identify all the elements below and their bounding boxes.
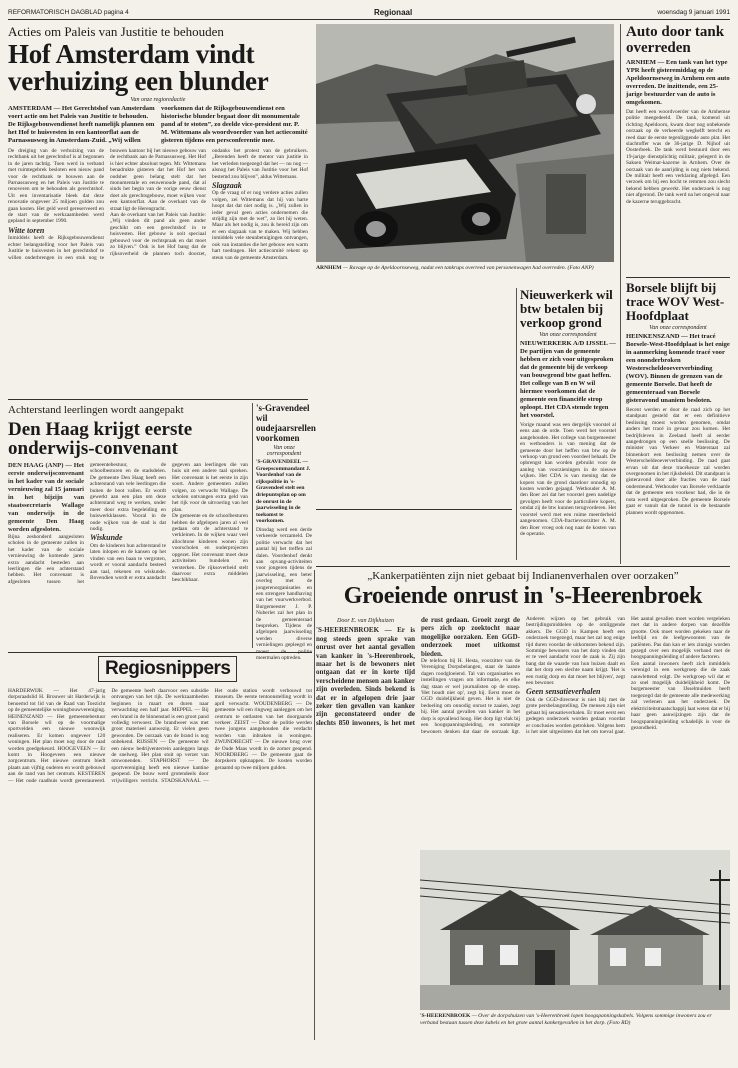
denhaag-lead: DEN HAAG (ANP) — Het eerste onderwijsconvenant in het kader van de sociale vernieuwing zal 15 januari in het bijzijn van staatssecretaris Wallage van onderwijs in de gemeente Den Haag worden afgesloten. xyxy=(8,462,84,533)
arnhem-photo xyxy=(316,24,614,262)
hof-lead: AMSTERDAM — Het Gerechtshof van Amsterdam voert actie om het Paleis van Justitie te behouden. De Rijksgebouwendienst heeft namelijk plannen om het Hof te huisvesten in een kantoorflat aan de Parnassusweg in Amsterdam-Zuid. „Wij willen voorkomen dat de Rijksgebouwendienst een historische blunder begaat door dit monumentale pand af te stoten”, zo deelde vice-president mr. P. M. Wittemans als woordvoerder van het actiecomité gisteren tijdens een persconferentie mee. xyxy=(8,105,308,144)
heerenbroek-headline: Groeiende onrust in 's-Heerenbroek xyxy=(343,583,703,609)
hof-article xyxy=(8,24,308,396)
heerenbroek-body-paragraph: Ook de GGD-directeur is niet blij met de grote persbelangstelling. De mensen zijn niet gebaat bij sensatieverhalen. Er moet eerst een gedegen onderzoek worden gedaan voordat er conclusies worden getrokken. Volgens hem is het niet uitgesloten dat het om toeval gaat. Het aantal gevallen moet worden vergeleken met dat in andere dorpen van dezelfde grootte. Ook moet worden gekeken naar de leeftijd en de leefgewoonten van de patiënten. Pas dan kan er iets zinnigs worden gezegd over een mogelijk verband met de hoogspanningsleiding of andere factoren. xyxy=(526,616,730,735)
heerenbroek-subhead: Geen sensatieverhalen xyxy=(526,687,601,697)
denhaag-body-paragraph: De gemeente en de schoolbesturen hebben de afgelopen jaren al veel gedaan om de achterstand te verkleinen. In de wijken waar veel allochtone kinderen wonen zijn voorscholen en ouderprojecten opgezet. Het convenant moet deze activiteiten bundelen en versterken. De rijksoverheid stelt daarvoor extra middelen beschikbaar. xyxy=(172,513,248,584)
nieuwerkerk-article xyxy=(520,288,616,560)
gravendeel-column xyxy=(256,403,316,662)
arnhem-caption-text: — Ravage op de Apeldoornseweg, nadat een tankrups overreed van personenwagen had overreden. (Foto ANP) xyxy=(342,265,594,271)
tank-crash-image xyxy=(316,24,614,262)
gravendeel-byline: Van onze correspondent xyxy=(266,445,302,457)
denhaag-body xyxy=(8,462,248,647)
section-title: Regionaal xyxy=(373,8,413,17)
nieuwerkerk-headline: Nieuwerkerk wil btw betalen bij verkoop grond xyxy=(520,287,613,330)
borsele-body: Recent werden er door de raad zich op het standpunt gesteld dat er een definitieve beslissing moest worden genomen, omdat anders het tracé in gevaar zou komen. Het bedrijfsleven in Zeeland heeft al eerder aangedrongen op een snelle beslissing. De minister van Verkeer en Waterstaat zal binnenkort een beslissing nemen over de Westerscheldeoeververbinding. De raad gaat ervan uit dat deze tracékeuze zal worden overgenomen in het rijksbeleid. Dit standpunt is gisteravond door alle fracties van de raad ondersteund. Wethouder van Borsele verklaarde dat de gemeente een voorkeur had, die in de nota werd uitgesproken. De gemeente Borsele gaat er vanuit dat de tunnel in de bestaande plannen wordt opgenomen. xyxy=(626,407,730,516)
hof-body-paragraph: Inmiddels heeft de Rijksgebouwendienst echter belangstelling voor het Paleis van Justitie te huisvesten in het gerechtshof te willen onderbrengen in een stuk nog te bouwen kantoor bij het nieuwe gebouw van de rechtbank aan de Parnassusweg. Het Hof is hier echter absoluut tegen. Mr. Wittemans benadrukte gisteren dat het Hof het van oudsher geen belang stelt dat het monumentale en eeuwenoude pand, dat al sinds het begin van de vorige eeuw dienst doet als gerechtsgebouw, moet wijken voor een kantoorflat. Aan de overkant van de straat ligt de Herengracht. xyxy=(8,148,206,261)
heerenbroek-kicker: „Kankerpatiënten zijn niet gebaat bij Indianenverhalen over oorzaken” xyxy=(367,570,679,582)
auto-lead: ARNHEM — Een tank van het type YPR heeft gisteremiddag op de Apeldoornseweg in Arnhem een auto overreden. De inzittende, een 25-jarige bestuurder van de auto is omgekomen. xyxy=(626,59,730,106)
issue-date: woensdag 9 januari 1991 xyxy=(657,9,730,16)
hof-kicker: Acties om Paleis van Justitie te behouden xyxy=(8,24,224,39)
hof-byline: Van onze regioredactie xyxy=(130,97,186,103)
borsele-byline: Van onze correspondent xyxy=(649,325,707,331)
denhaag-headline: Den Haag krijgt eerste onderwijs-convenant xyxy=(8,419,193,459)
hof-body xyxy=(8,148,308,363)
heerenbroek-body-paragraph: De telefoon bij H. Hesta, voorzitter van de Vereniging Dorpsbelangen, staat de laatste dagen roodgloeiend. Tal van organisaties en instellingen vragen om informatie, en elke dag staan er wel journalisten op de stoep. 'Het houdt niet op', zegt hij. Eerst moet de GGD duidelijkheid geven. Het is niet de bedoeling om onnodig onrust te zaaien, zegt hij. Het aantal gevallen van kanker in het dorp is opvallend hoog. Het dorp ligt vlak bij een hoogspanningsleiding, en sommige bewoners denken dat daar de oorzaak ligt. Anderen wijzen op het gebruik van bestrijdingsmiddelen op de omliggende akkers. De GGD in Kampen heeft een onderzoek toegezegd, maar het zal nog enige tijd duren voordat de uitkomsten bekend zijn. Sommige bewoners van het dorp vinden dat er te veel aandacht voor de zaak is. Zij zijn bang dat de waarde van hun huizen daalt en dat het dorp een slechte naam krijgt. 'Het is een rustig dorp en dat moet het blijven', zegt een bewoner. xyxy=(421,616,625,735)
heerenbroek-caption xyxy=(420,1013,730,1039)
gravendeel-lead: 'S-GRAVENDEEL — Groepscommandant J. Voordenhof van de rijkspolitie in 's-Gravendeel stelt een driepuntsplan op om de onrust in de jaarwisseling in de toekomst te voorkomen. xyxy=(256,459,311,525)
heerenbroek-lead: 'S-HEERENBROEK — Er is nog steeds geen sprake van onrust over het aantal gevallen van kanker in 's-Heerenbroek, maar het is de bewoners niet ontgaan dat er in korte tijd verscheidene mensen aan kanker zijn overleden. Sinds bekend is dat er in afgelopen drie jaar zeker tien gevallen van kanker zijn geconstateerd onder de slechts 850 inwoners, is het met de rust gedaan. Groeit zorgt de pers zich op zoektocht naar mogelijke oorzaken. Een GGD-onderzoek moet uitkomst bieden. xyxy=(316,616,520,727)
heerenbroek-byline: Door E. van Dijkhuizen xyxy=(337,618,394,624)
borsele-lead: HEINKENSZAND — Het tracé Borsele-West-Hoofdplaat is het enige in aanmerking komende tracé voor een ononderbroken Westerscheldeoeververbinding (WOV). Binnen de grenzen van de gemeente Borsele. Dat heeft de gemeenteraad van Borsele gisteravond unaniem besloten. xyxy=(626,333,730,404)
hof-body-paragraph: De dreiging van de verhuizing van de rechtbank uit het gerechtshof is al begonnen in de jaren tachtig. Toen werd in verband met ruimtegebrek besloten een nieuw pand voor de rechtbank te bouwen aan de Parnassusweg en het Paleis van Justitie te renoveren om te behouden als gerechtshof. Uit een inventarisatie bleek dat deze renovatie ongeveer 25 miljoen gulden zou gaan kosten. Het geld werd gereserveerd en de start van de werkzaamheden werd gepland in september 1990. xyxy=(8,148,104,225)
denhaag-body-paragraph: Om de kinderen hun achterstand te laten inlopen en de kansen op het vinden van een baan te vergroten, wordt er vooral aandacht besteed aan taal, rekenen en wiskunde. Bovendien wordt er extra aandacht gegeven aan leerlingen die van huis uit een andere taal spreken. Het convenant is het eerste in zijn soort. Andere gemeenten zullen volgen, zo verwacht Wallage. De scholen ontvangen extra geld van het rijk voor de uitvoering van het plan. xyxy=(90,462,248,581)
noorland-body xyxy=(316,291,512,476)
arnhem-caption-place: ARNHEM xyxy=(316,265,342,271)
auto-article xyxy=(626,24,730,274)
heerenbroek-body-paragraph: Een aantal inwoners heeft zich inmiddels verenigd in een werkgroep die de zaak nauwlettend volgt. De werkgroep wil dat er zo snel mogelijk duidelijkheid komt. De burgemeester van IJsselmuiden heeft toegezegd dat de gemeente alle medewerking zal verlenen aan het onderzoek. De elektriciteitsmaatschappij laat weten dat er bij haar geen aanwijzingen zijn dat de hoogspanningsleiding schadelijk is voor de gezondheid. xyxy=(631,660,730,731)
heerenbroek-photo xyxy=(420,850,730,1010)
regio-body: HARDERWIJK — Het 47-jarig dorpsraadslid H. Brouwer uit Harderwijk is benoemd tot lid van de Raad van Toezicht op de gemeentelijke woningbouwvereniging. HEINENZAND — Het gemeentebestuur van Borsele wil op de voormalige sportvelden een nieuwe woonwijk realiseren. Er komen ongeveer 120 woningen. Het plan moet nog door de raad worden goedgekeurd. HOOGEVEEN — Er komt in Hoogeveen een nieuwe zorgcentrum. Het nieuwe centrum biedt plaats aan vijftig ouderen en wordt gebouwd aan de rand van het centrum. KESTEREN — Het oude raadhuis wordt gerestaureerd. De gemeente heeft daarvoor een subsidie ontvangen van het rijk. De werkzaamheden beginnen in maart en duren naar verwachting een half jaar. MEPPEL — Bij een brand in de binnenstad is een groot pand volledig verwoest. De brandweer was met groot materieel aanwezig. Er vielen geen gewonden. De oorzaak van de brand is nog onbekend. RIJSSEN — De gemeente wil een nieuw bedrijventerrein aanleggen langs de snelweg. Het plan stuit op verzet van omwonenden. STAPHORST — De sportvereniging heeft een nieuwe kantine geopend. De bouw werd grotendeels door vrijwilligers verricht. STADSKANAAL — Het oude station wordt verbouwd tot museum. De eerste tentoonstelling wordt in april verwacht. WOUDENBERG — De gemeente wil een ringweg aanleggen om het centrum te ontlasten van het doorgaande verkeer. ZEIST — Door de politie werden twee jongens aangehouden die verdacht worden van inbraken in woningen. ZWIJNDRECHT — De nieuwe brug over de Oude Maas wordt in de zomer geopend. NOORDBERG — De gemeente gaat de dorpskern opknappen. De kosten worden geraamd op twee miljoen gulden. xyxy=(8,688,312,784)
auto-headline: Auto door tank overreden xyxy=(626,24,725,56)
denhaag-kicker: Achterstand leerlingen wordt aangepakt xyxy=(8,404,184,416)
regio-section xyxy=(8,656,312,1046)
hof-body-paragraph: Aan de overkant van het Paleis van Justitie: „Wij vinden dit pand als geen ander geschikt om een gerechtshof in te huisvesten. Het gebouw is ooit speciaal gebouwd voor de rechtspraak en dat moet zo blijven.” Ook is het Hof bang dat de rijksoverheid de plannen toch doorzet, ondanks het protest van de gebruikers. „Berenden heeft de mentor van justitie in het verleden toegezegd dat het — nu nog — alsnog het Paleis van Justitie voor het Hof bestemd zou blijven”, aldus Wittemans. xyxy=(110,148,308,257)
nieuwerkerk-body: Vorige maand was een dergelijk voorstel al eens aan de orde. Toen werd het voorstel aangehouden. Het college van burgemeester en wethouders is van mening dat de gemeente door het heffen van btw op de verkoop van grond een voordeel behaalt. De opbrengst kan worden gebruikt voor de aanleg van voorzieningen in de nieuwe wijken. Het CDA is van mening dat de kopers van de grond daardoor onnodig op kosten worden gejaagd. Wethouder A. M. den Boer zei dat het voorstel geen nadelige gevolgen heeft voor de particuliere kopers, omdat zij de btw kunnen terugvorderen. Het voorstel werd met een ruime meerderheid aangenomen. CDA-fractievoorzitter A. M. den Boer vroeg ook nog naar de kosten van de operatie. xyxy=(520,422,616,537)
denhaag-body-paragraph: Bijna zeshonderd aangesloten scholen in de gemeente zullen in het kader van de sociale vernieuwing de komende jaren extra aandacht besteden aan leerlingen die een achterstand hebben. Het convenant is afgesloten tussen het gemeentebestuur, de schoolbesturen en de stadsdelen. De gemeente Den Haag heeft een achterstand van vele leerlingen die buiten de boot vallen. Er wordt gewerkt aan een plan om deze achterstand weg te werken, onder meer door extra begeleiding en huiswerkklassen. Vooral in de oude wijken van de stad is dat nodig. xyxy=(8,462,166,585)
paper-name: REFORMATORISCH DAGBLAD pagina 4 xyxy=(8,9,129,16)
auto-body: Dat heeft een woordvoerder van de Arnhemse politie meegedeeld. De tank, komend uit richting Apeldoorn, kwam door nog onbekende oorzaak op de verkeerde weghelft terecht en reed daar de eerste tegenliggende auto plat. Het slachtoffer was de 36-jarige D. Nijhof uit Oosterbeek. De tank werd bestuurd door een 19-jarige dienstplichtig militair, gelegerd in de Saksen Weimar-kazerne in Arnhem. Over de oorzaak van de aanrijding is nog niets bekend. De militair heeft een verklaring afgelegd. Een verzoek om bij een bocht te remmen zou slecht bekend hebben gewerkt. Het onderzoek is nog niet afgerond. De tank werd na het ongeval naar de kazerne teruggebracht. xyxy=(626,109,730,205)
heerenbroek-caption-place: 'S-HEERENBROEK xyxy=(420,1013,471,1019)
gravendeel-headline: 's-Gravendeel wil oudejaarsrellen voorkomen xyxy=(256,403,316,443)
heerenbroek-caption-text: — Over de dorpshuizen van 's-Heerenbroek lopen hoogspanningskabels. Volgens sommige inwoners zou er verband bestaan tussen deze kabels en het grote aantal kankergevallen in het dorp. (Foto RD) xyxy=(420,1013,712,1026)
denhaag-subhead-wiskunde: Wiskunde xyxy=(90,533,123,543)
noorland-article xyxy=(316,288,512,560)
denhaag-article xyxy=(8,403,248,648)
borsele-headline: Borsele blijft bij trace WOV West-Hoofdplaat xyxy=(626,280,725,323)
hof-headline: Hof Amsterdam vindt verhuizing een blunder xyxy=(8,39,269,96)
gravendeel-body: Dinsdag werd een derde verkeerde verzameld. De politie verwacht dat het aantal bij het treffen zal dalen. Voordenhof denkt aan opvang-activiteiten voor jongeren tijdens de jaarwisseling, een beter overleg met de jongerenorganisaties en een strengere handhaving van het vuurwerkverbod. Burgemeester J. P. Nuberlet zal het plan in de gemeenteraad bespreken. Tijdens de afgelopen jaarwisseling werden diverse vernielingen gepleegd en moest de politie meermalen optreden. xyxy=(256,526,312,662)
regio-title: Regiosnippers xyxy=(98,656,237,682)
nieuwerkerk-byline: Van onze correspondent xyxy=(539,332,597,338)
hoogeveen-item xyxy=(316,512,512,560)
hof-subhead-witte-toren: Witte toren xyxy=(8,225,45,235)
nieuwerkerk-lead: NIEUWERKERK A/D IJSSEL — De partijen van de gemeente hebben er zich voor uitgesproken dat de gemeente bij de verkoop van bouwgrond btw gaat heffen. Het college van B en W wil hiermee voorkomen dat de gemeente een financiële strop oploopt. Het CDA stemde tegen het voorstel. xyxy=(520,340,616,419)
hof-subhead-slagzaak: Slagzaak xyxy=(212,181,242,191)
arnhem-caption xyxy=(316,265,614,285)
heerenbroek-body xyxy=(316,616,730,846)
village-houses-image xyxy=(420,850,730,1010)
page-header xyxy=(8,6,730,20)
borsele-article xyxy=(626,281,730,565)
hof-body-paragraph: Op de vraag of er nog verdere acties zullen volgen, zei Wittemans dat hij van harte hoopt dat dat niet nodig is. „Wij zullen in ieder geval geen acties ondernemen die strijdig zijn met de wet”, zo liet hij weten. Maar als het nodig is, zou ik bereid zijn om er een slagzaak van te maken. Wij hebben inmiddels vele steunbetuigingen ontvangen, ook van instanties die het gebouw een warm hart toedragen. Het actiecomité rekent op steun van de gemeente Amsterdam. xyxy=(212,190,308,261)
heerenbroek-kicker-block xyxy=(316,570,730,614)
